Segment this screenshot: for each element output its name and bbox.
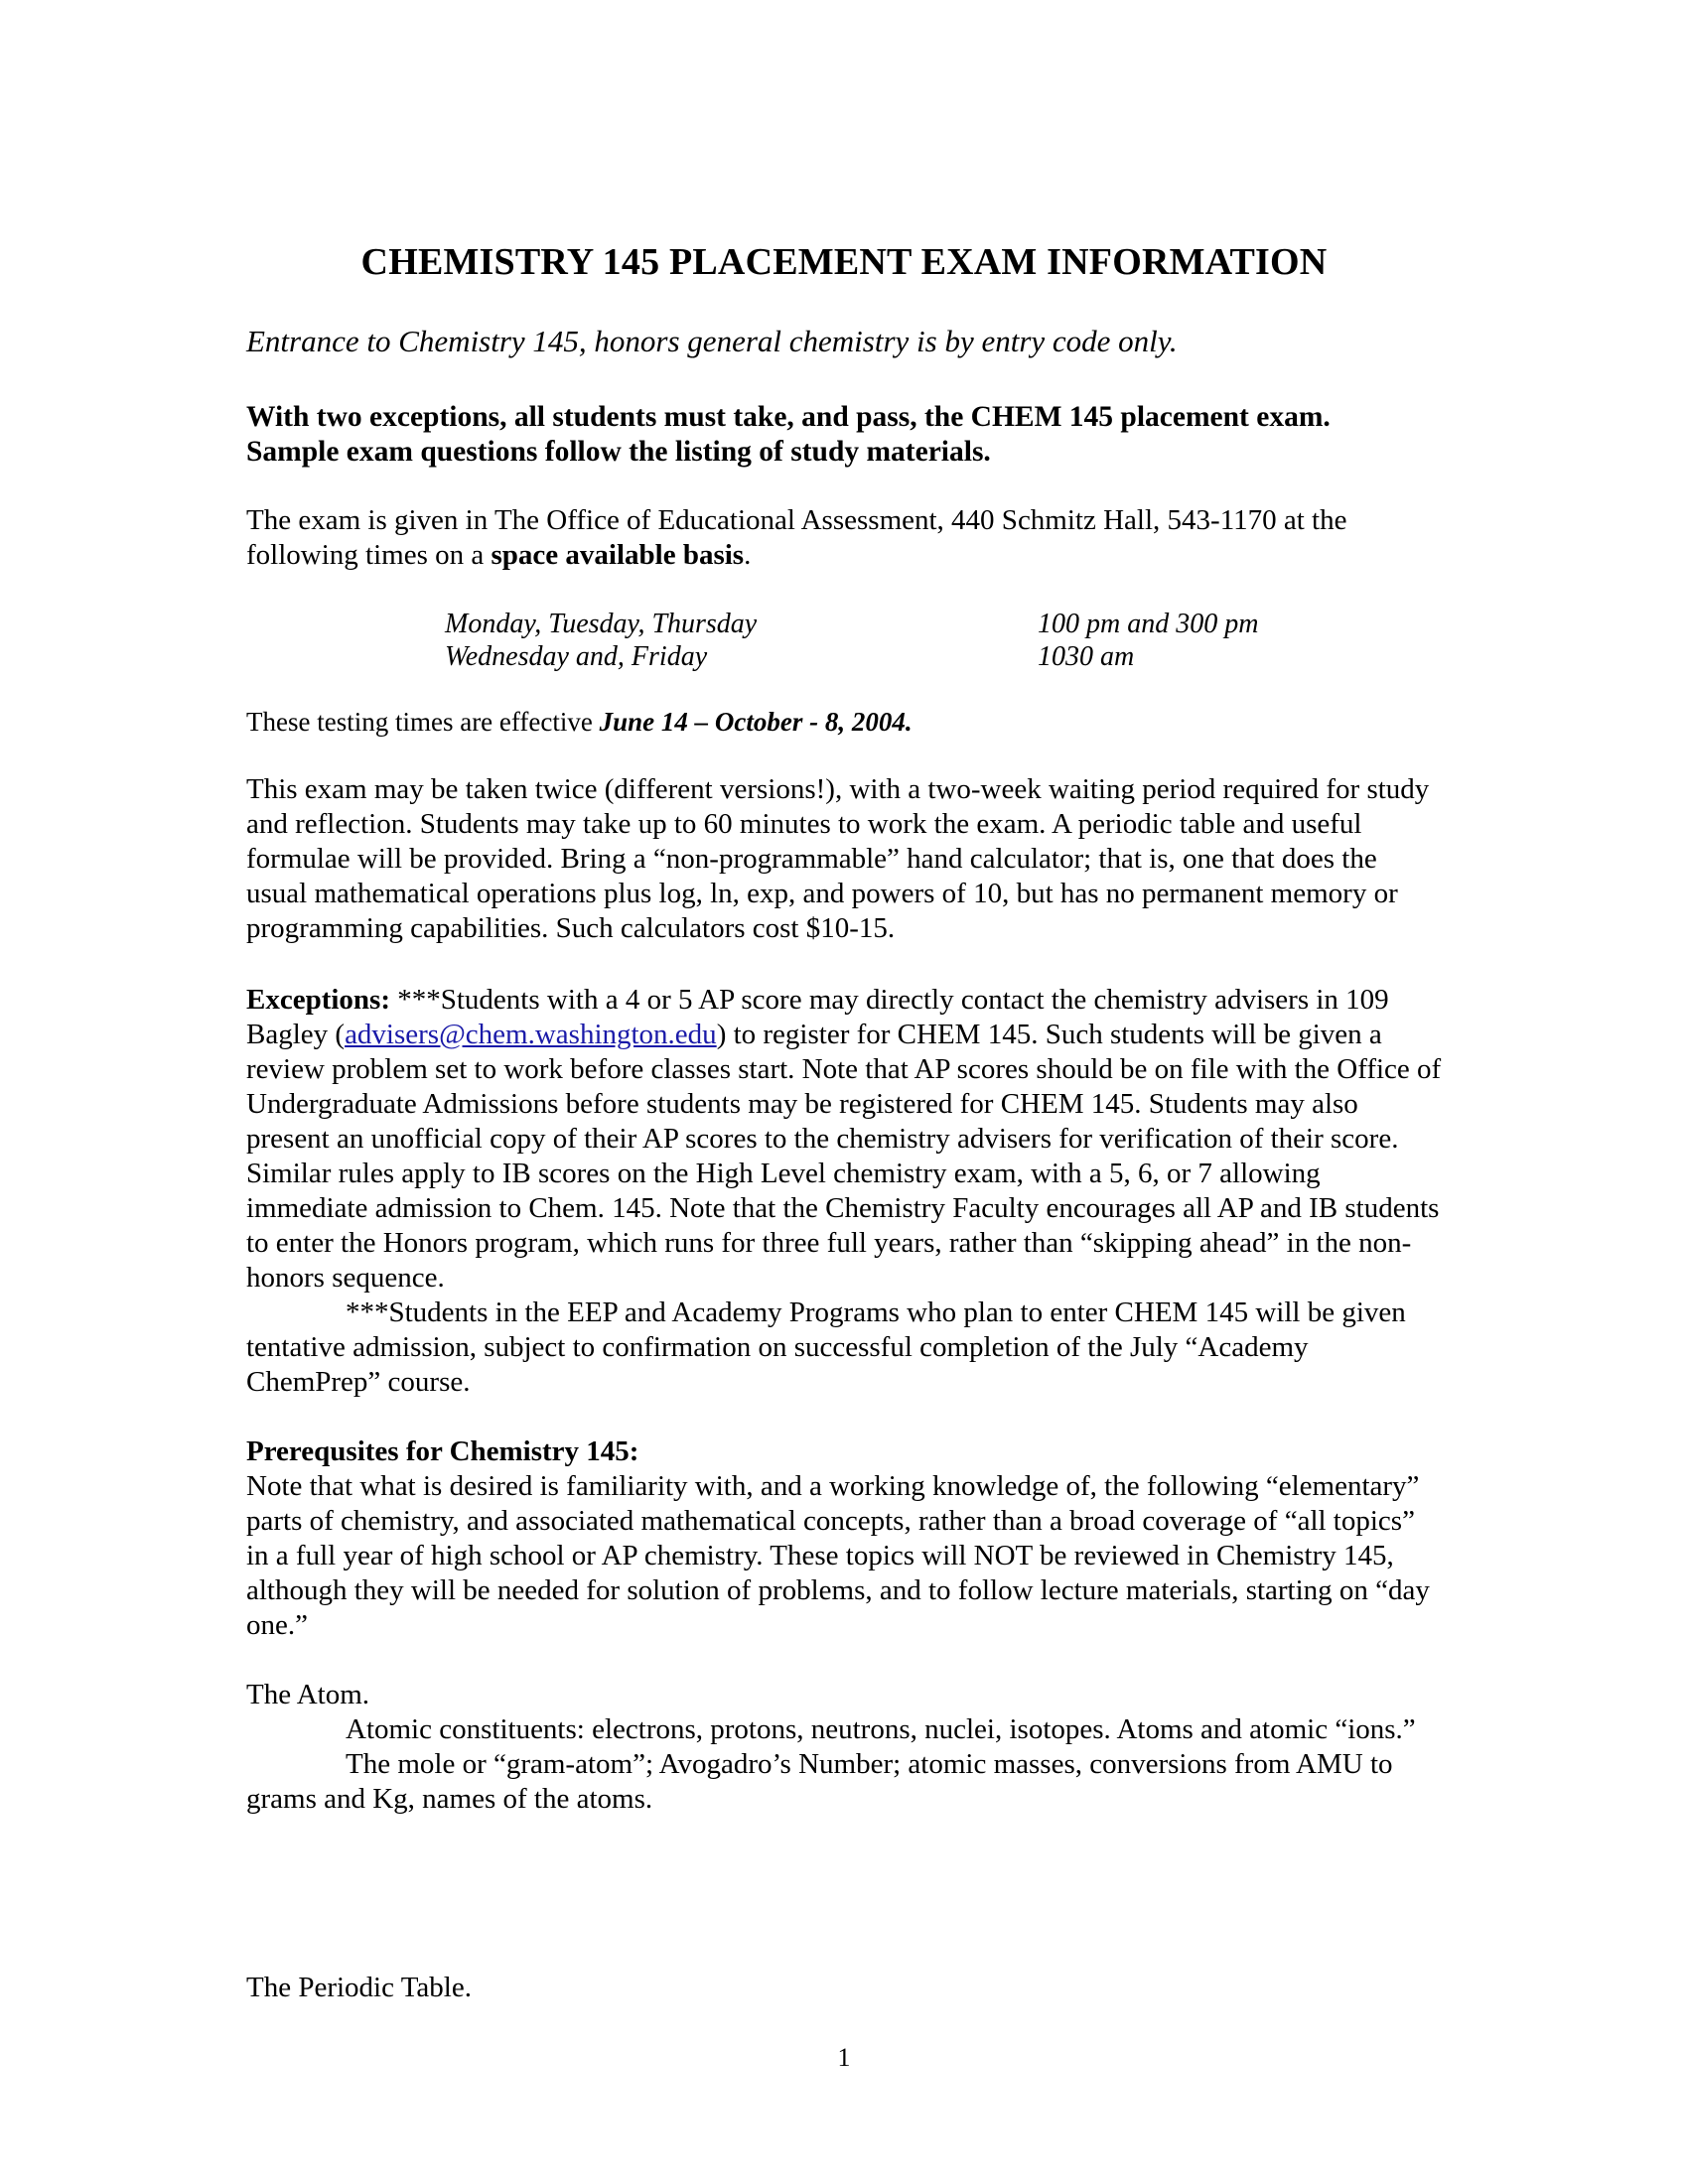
periodic-table-heading: The Periodic Table. — [246, 1972, 472, 2003]
exceptions-text-2: ) to register for CHEM 145. Such students will be given a review problem set to work before classes start. Note that AP scores should be on file with the Office of Undergraduate Admissions before students may be registered for CHEM 145. Students may also present an unofficial copy of their AP scores to the chemistry advisers for verification of their score. Similar rules apply to IB scores on the High Level chemistry exam, with a 5, 6, or 7 allowing immediate admission to Chem. 145. Note that the Chemistry Faculty encourages all AP and IB students to enter the Honors program, which runs for three full years, rather than “skipping ahead” in the non-honors sequence. — [246, 1019, 1442, 1294]
atom-item-1 — [246, 1712, 1442, 1747]
prerequisites-text: Note that what is desired is familiarity with, and a working knowledge of, the following “elementary” parts of chemistry, and associated mathematical concepts, rather than a broad coverage of “all topics” in a full year of high school or AP chemistry. These topics will NOT be reviewed in Chemistry 145, although they will be needed for solution of problems, and to follow lecture materials, starting on “day one.” — [246, 1470, 1430, 1641]
prerequisites-heading: Prerequsites for Chemistry 145: — [246, 1435, 639, 1467]
exceptions-section — [246, 983, 1442, 1400]
atom-heading: The Atom. — [246, 1679, 370, 1710]
effective-date-range: June 14 – October - 8, 2004. — [599, 707, 913, 737]
exceptions-paragraph-1 — [246, 983, 1442, 1296]
exceptions-text-3: ***Students in the EEP and Academy Programs who plan to enter CHEM 145 will be given tentative admission, subject to confirmation on successful completion of the July “Academy ChemPrep” course. — [246, 1297, 1406, 1398]
atom-item-1-text: Atomic constituents: electrons, protons, neutrons, nuclei, isotopes. Atoms and atomic “ions.” — [346, 1713, 1416, 1745]
atom-item-2 — [246, 1747, 1442, 1817]
placement-notice — [246, 400, 1442, 470]
notice-line-1: With two exceptions, all students must take, and pass, the CHEM 145 placement exam. — [246, 401, 1331, 433]
effective-dates-line — [246, 705, 1442, 740]
location-text: The exam is given in The Office of Educational Assessment, 440 Schmitz Hall, 543-1170 at the following times on a — [246, 504, 1347, 571]
prerequisites-section — [246, 1434, 1442, 1643]
location-period: . — [744, 539, 752, 571]
exceptions-text-1: ***Students with a 4 or 5 AP score may directly contact the chemistry advisers in 109 Bagley ( — [246, 984, 1389, 1050]
exceptions-paragraph-2 — [246, 1296, 1442, 1400]
page-title: CHEMISTRY 145 PLACEMENT EXAM INFORMATION — [360, 241, 1328, 283]
advisers-email-link[interactable]: advisers@chem.washington.edu — [345, 1019, 717, 1050]
page-number: 1 — [837, 2043, 851, 2072]
location-emphasis: space available basis — [491, 539, 745, 571]
schedule-days: Wednesday and, Friday — [445, 641, 708, 672]
exam-location-paragraph — [246, 503, 1442, 573]
notice-line-2: Sample exam questions follow the listing of study materials. — [246, 436, 991, 468]
schedule-times: 1030 am — [1038, 641, 1135, 672]
exam-schedule — [445, 608, 1338, 673]
exam-rules-paragraph: This exam may be taken twice (different versions!), with a two-week waiting period required for study and reflection. Students may take up to 60 minutes to work the exam. A periodic table and useful formulae will be provided. Bring a “non-programmable” hand calculator; that is, one that does the usual mathematical operations plus log, ln, exp, and powers of 10, but has no permanent memory or programming capabilities. Such calculators cost $10-15. — [246, 773, 1430, 944]
exceptions-heading: Exceptions: — [246, 984, 390, 1016]
intro-text: Entrance to Chemistry 145, honors general chemistry is by entry code only. — [246, 324, 1178, 358]
schedule-row — [445, 608, 1338, 640]
effective-prefix: These testing times are effective — [246, 707, 600, 737]
atom-item-2-text: The mole or “gram-atom”; Avogadro’s Number; atomic masses, conversions from AMU to grams and Kg, names of the atoms. — [246, 1748, 1393, 1815]
schedule-days: Monday, Tuesday, Thursday — [445, 609, 758, 639]
atom-section — [246, 1678, 1442, 1817]
schedule-times: 100 pm and 300 pm — [1038, 609, 1259, 639]
schedule-row — [445, 640, 1338, 673]
